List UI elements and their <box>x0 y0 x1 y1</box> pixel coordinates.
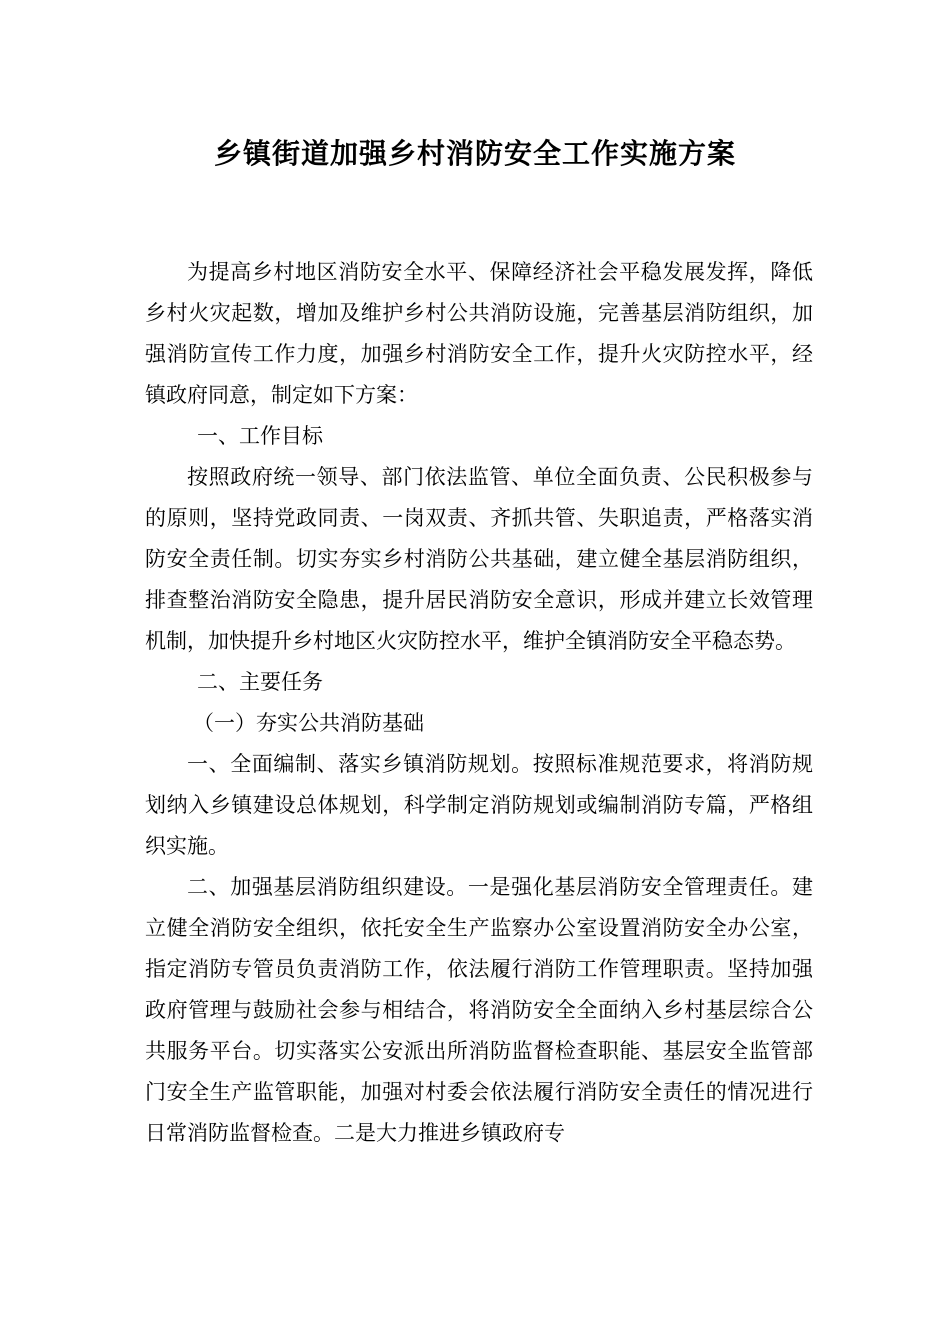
document-title: 乡镇街道加强乡村消防安全工作实施方案 <box>213 137 736 170</box>
section-heading-tasks: 二、主要任务 <box>197 670 323 694</box>
task-item-planning: 一、全面编制、落实乡镇消防规划。按照标准规范要求，将消防规划纳入乡镇建设总体规划，科学制定消防规划或编制消防专篇，严格组织实施。 <box>145 752 813 858</box>
task-item-organization: 二、加强基层消防组织建设。一是强化基层消防安全管理责任。建立健全消防安全组织，依托安全生产监察办公室设置消防安全办公室，指定消防专管员负责消防工作，依法履行消防工作管理职责。坚持加强政府管理与鼓励社会参与相结合，将消防安全全面纳入乡村基层综合公共服务平台。切实落实公安派出所消防监督检查职能、基层安全监管部门安全生产监管职能，加强对村委会依法履行消防安全责任的情况进行日常消防监督检查。二是大力推进乡镇政府专 <box>145 875 813 1145</box>
section-heading-goals: 一、工作目标 <box>197 424 323 448</box>
intro-paragraph: 为提高乡村地区消防安全水平、保障经济社会平稳发展发挥，降低乡村火灾起数，增加及维护乡村公共消防设施，完善基层消防组织，加强消防宣传工作力度，加强乡村消防安全工作，提升火灾防控水平，经镇政府同意，制定如下方案： <box>145 260 813 407</box>
document-body <box>145 252 813 1154</box>
goals-paragraph: 按照政府统一领导、部门依法监管、单位全面负责、公民积极参与的原则，坚持党政同责、一岗双责、齐抓共管、失职追责，严格落实消防安全责任制。切实夯实乡村消防公共基础，建立健全基层消防组织，排查整治消防安全隐患，提升居民消防安全意识，形成并建立长效管理机制，加快提升乡村地区火灾防控水平，维护全镇消防安全平稳态势。 <box>145 465 813 653</box>
subsection-heading-foundation: （一）夯实公共消防基础 <box>193 711 424 735</box>
